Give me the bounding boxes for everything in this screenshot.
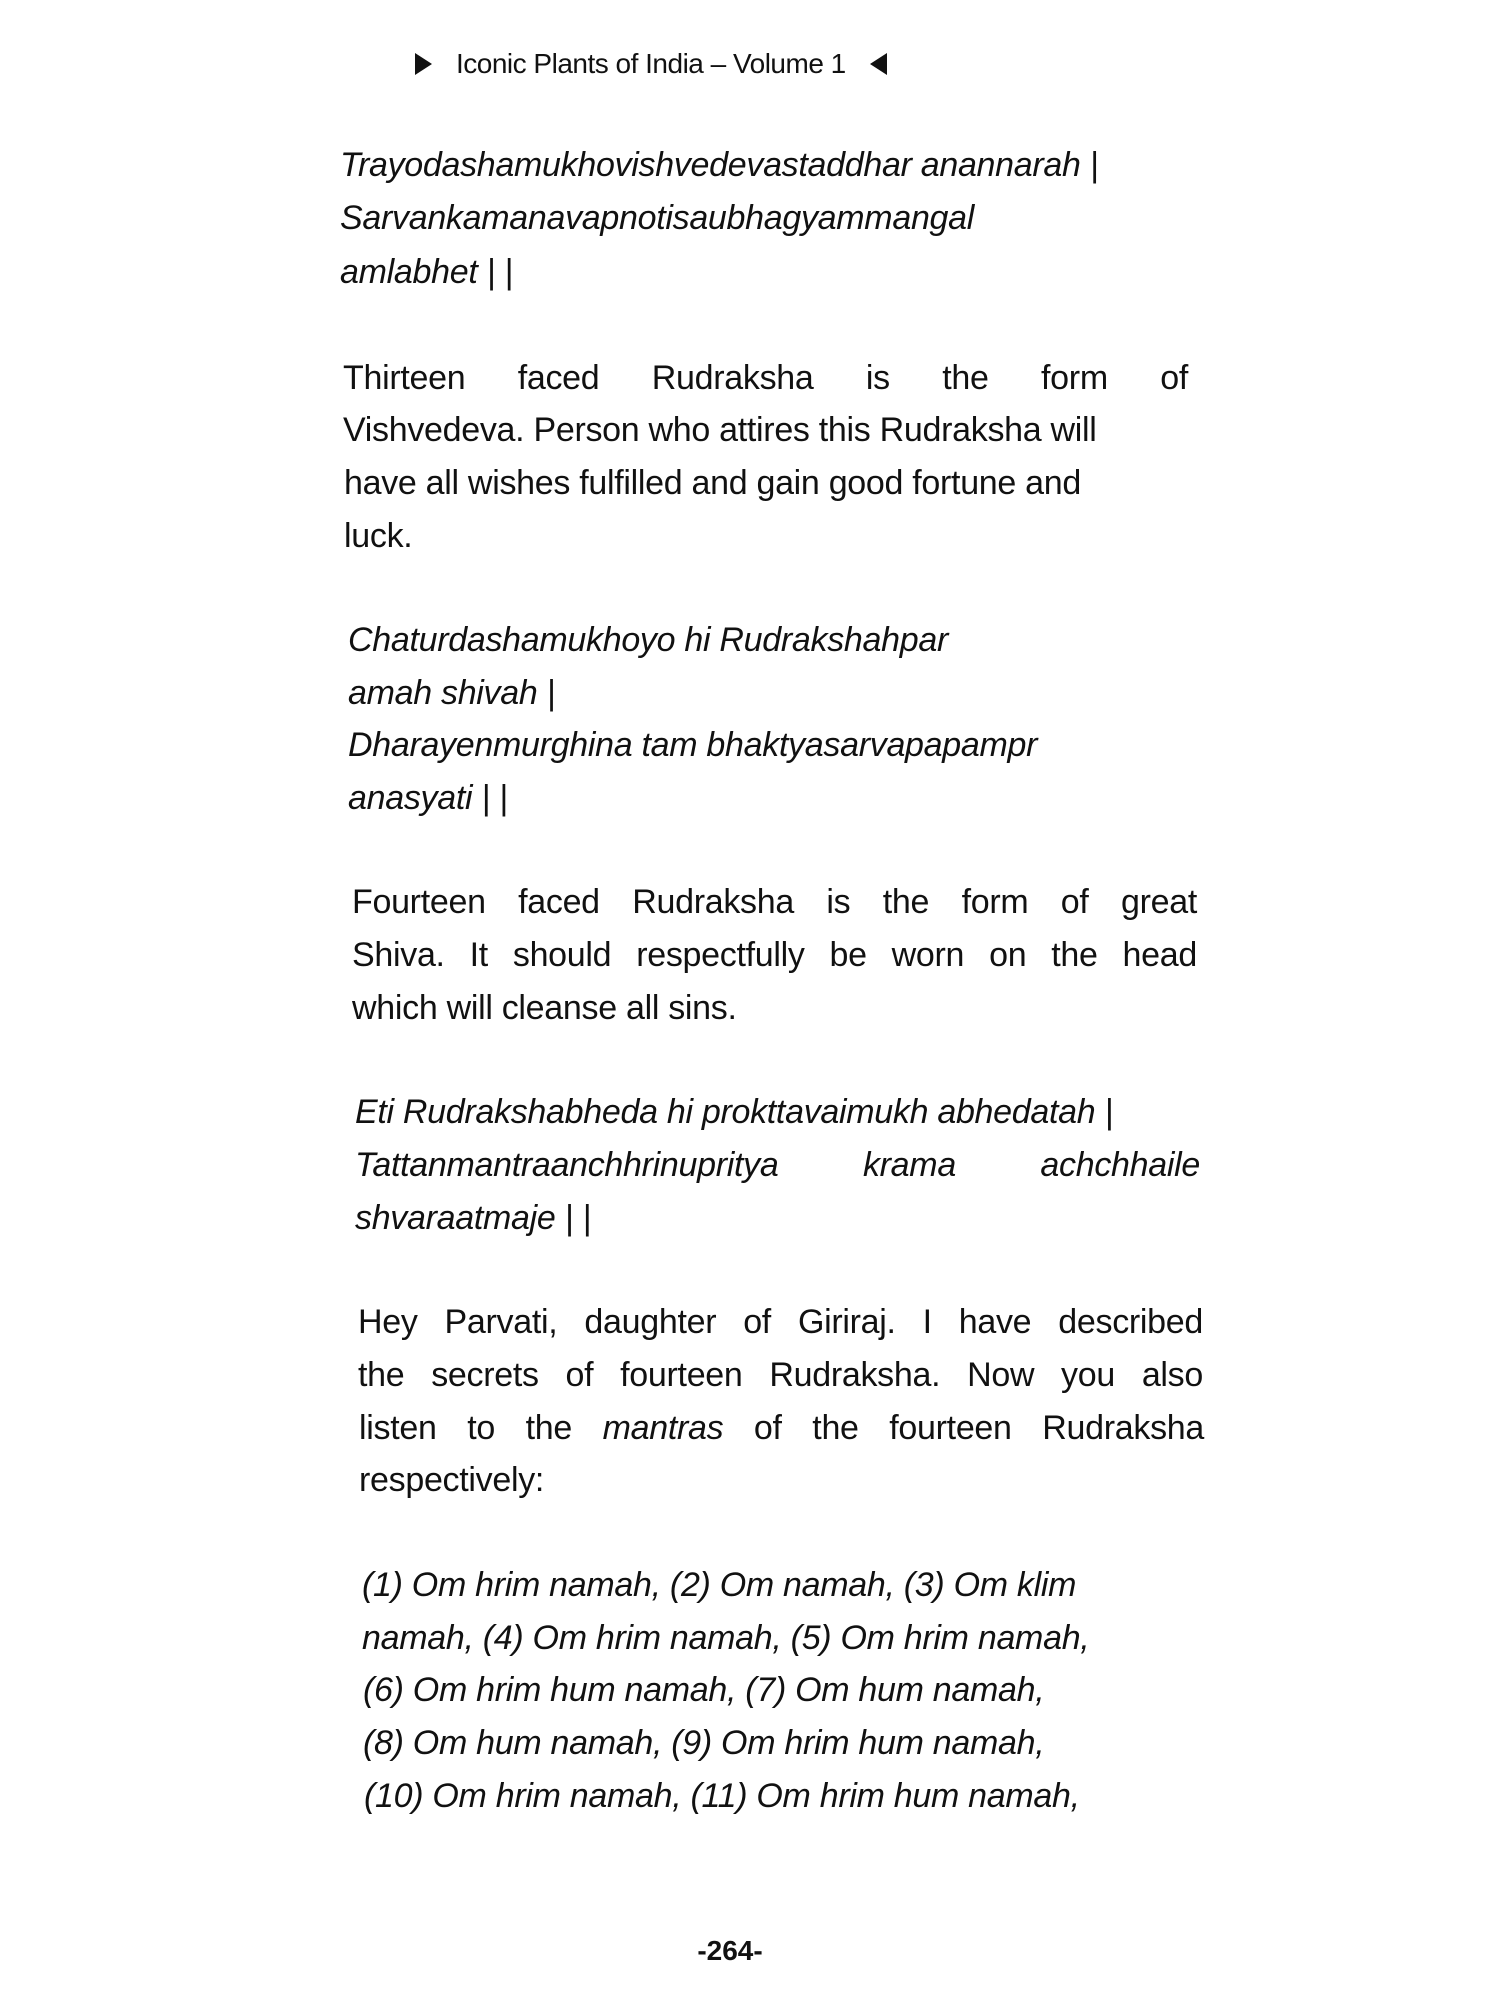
text-line: luck. — [344, 517, 413, 555]
verse-line: anasyati | | — [348, 779, 508, 817]
mantra-line: (8) Om hum namah, (9) Om hrim hum namah, — [363, 1724, 1045, 1762]
verse-line: Trayodashamukhovishvedevastaddhar anannarah | — [340, 146, 1099, 184]
text-line: the secrets of fourteen Rudraksha. Now you also — [358, 1356, 1203, 1394]
text-line: have all wishes fulfilled and gain good fortune and — [344, 464, 1082, 502]
text-line: Thirteen faced Rudraksha is the form of — [343, 359, 1188, 397]
page-number-container — [0, 1935, 1500, 1967]
running-header — [415, 44, 887, 84]
text-run: listen to the — [359, 1409, 603, 1447]
mantra-line: (1) Om hrim namah, (2) Om namah, (3) Om klim — [362, 1566, 1077, 1604]
page-number: -264- — [697, 1935, 763, 1966]
mantra-line: (10) Om hrim namah, (11) Om hrim hum namah, — [364, 1777, 1080, 1815]
emphasis-mantras: mantras — [602, 1409, 724, 1447]
book-title: Iconic Plants of India – Volume 1 — [456, 48, 846, 79]
mantra-line: (6) Om hrim hum namah, (7) Om hum namah, — [363, 1671, 1045, 1709]
text-line: which will cleanse all sins. — [352, 989, 737, 1027]
verse-line: amah shivah | — [348, 674, 556, 712]
text-line: Fourteen faced Rudraksha is the form of great — [352, 883, 1197, 921]
text-line: Shiva. It should respectfully be worn on the head — [352, 936, 1197, 974]
verse-line: Eti Rudrakshabheda hi prokttavaimukh abhedatah | — [355, 1093, 1114, 1131]
mantra-line: namah, (4) Om hrim namah, (5) Om hrim namah, — [362, 1619, 1090, 1657]
text-run: of the fourteen Rudraksha — [723, 1409, 1204, 1447]
verse-line: amlabhet | | — [340, 253, 513, 291]
triangle-left-icon — [870, 53, 887, 75]
text-line: Hey Parvati, daughter of Giriraj. I have described — [358, 1303, 1203, 1341]
verse-line: Tattanmantraanchhrinupritya krama achchhaile — [355, 1146, 1200, 1184]
verse-line: shvaraatmaje | | — [355, 1199, 591, 1237]
text-line: Vishvedeva. Person who attires this Rudraksha will — [343, 411, 1097, 449]
text-line: respectively: — [359, 1461, 545, 1499]
triangle-right-icon — [415, 53, 432, 75]
verse-line: Chaturdashamukhoyo hi Rudrakshahpar — [348, 621, 948, 659]
text-line-with-emphasis — [359, 1406, 1204, 1450]
verse-line: Sarvankamanavapnotisaubhagyammangal — [340, 199, 975, 237]
verse-line: Dharayenmurghina tam bhaktyasarvapapampr — [348, 726, 1038, 764]
